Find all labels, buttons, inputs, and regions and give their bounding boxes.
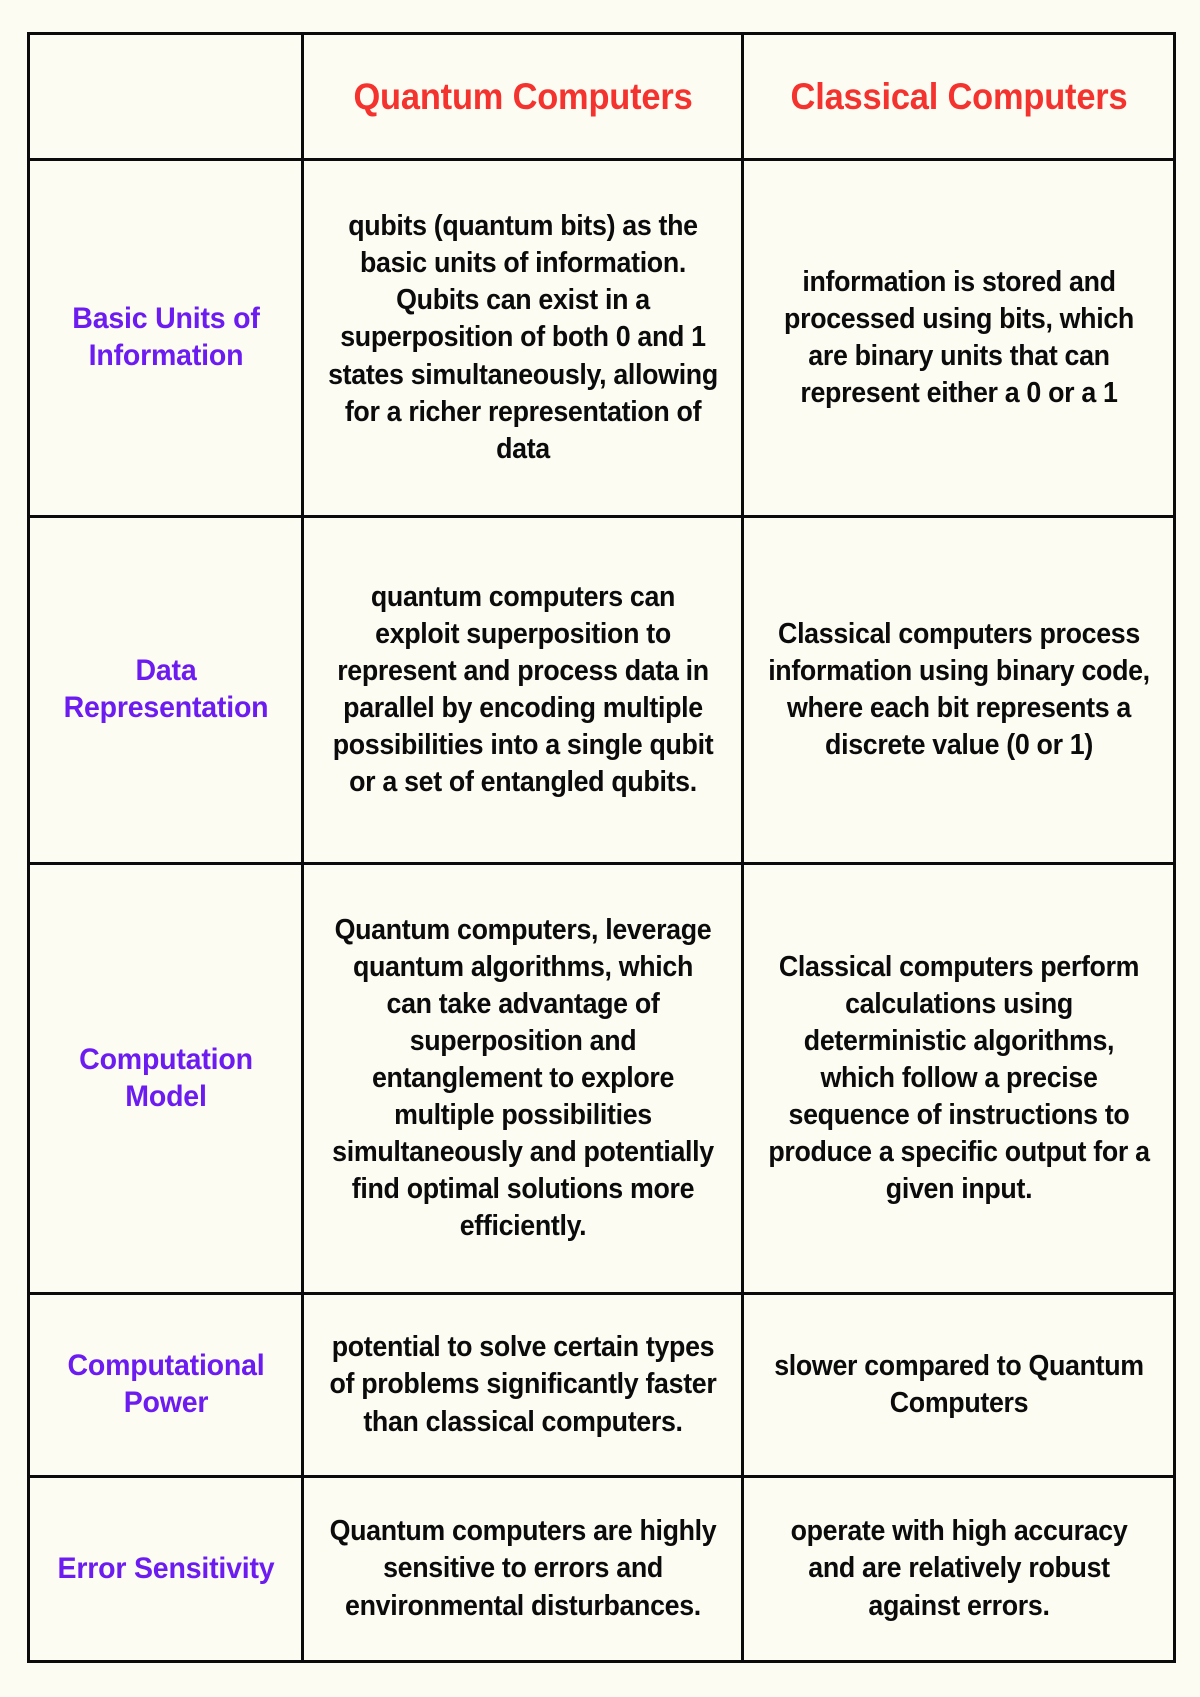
table-row <box>29 1294 1175 1477</box>
table-row <box>29 160 1175 517</box>
table-corner-cell <box>29 34 303 160</box>
table-row <box>29 864 1175 1294</box>
cell-quantum-data-representation: quantum computers can exploit superposition to represent and process data in parallel by encoding multiple possibilities into a single qubit or a set of entangled qubits. <box>316 517 730 864</box>
table-row <box>29 1477 1175 1662</box>
row-label-computational-power: Computational Power <box>35 1294 295 1477</box>
row-label-computation-model: Computation Model <box>35 864 295 1294</box>
row-label-error-sensitivity: Error Sensitivity <box>35 1477 295 1662</box>
row-label-basic-units-of-information: Basic Units of Information <box>35 160 295 517</box>
table-header-row <box>29 34 1175 160</box>
cell-quantum-computation-model: Quantum computers, leverage quantum algorithms, which can take advantage of superposition and entanglement to explore multiple possibilities simultaneously and potentially find optimal solutions more efficiently. <box>316 864 730 1294</box>
cell-classical-basic-units-of-information: information is stored and processed using bits, which are binary units that can represent either a 0 or a 1 <box>755 160 1161 517</box>
quantum-vs-classical-comparison-table <box>27 32 1176 1663</box>
cell-classical-computational-power: slower compared to Quantum Computers <box>755 1294 1161 1477</box>
cell-classical-error-sensitivity: operate with high accuracy and are relatively robust against errors. <box>755 1477 1161 1662</box>
row-label-data-representation: Data Representation <box>35 517 295 864</box>
cell-quantum-computational-power: potential to solve certain types of problems significantly faster than classical computers. <box>316 1294 730 1477</box>
table-row <box>29 517 1175 864</box>
cell-quantum-basic-units-of-information: qubits (quantum bits) as the basic units of information. Qubits can exist in a superposition of both 0 and 1 states simultaneously, allowing for a richer representation of data <box>316 160 730 517</box>
cell-classical-data-representation: Classical computers process information using binary code, where each bit represents a discrete value (0 or 1) <box>755 517 1161 864</box>
cell-quantum-error-sensitivity: Quantum computers are highly sensitive to errors and environmental disturbances. <box>316 1477 730 1662</box>
column-header-quantum-computers: Quantum Computers <box>318 34 727 160</box>
column-header-classical-computers: Classical Computers <box>758 34 1160 160</box>
cell-classical-computation-model: Classical computers perform calculations using deterministic algorithms, which follow a precise sequence of instructions to produce a specific output for a given input. <box>755 864 1161 1294</box>
